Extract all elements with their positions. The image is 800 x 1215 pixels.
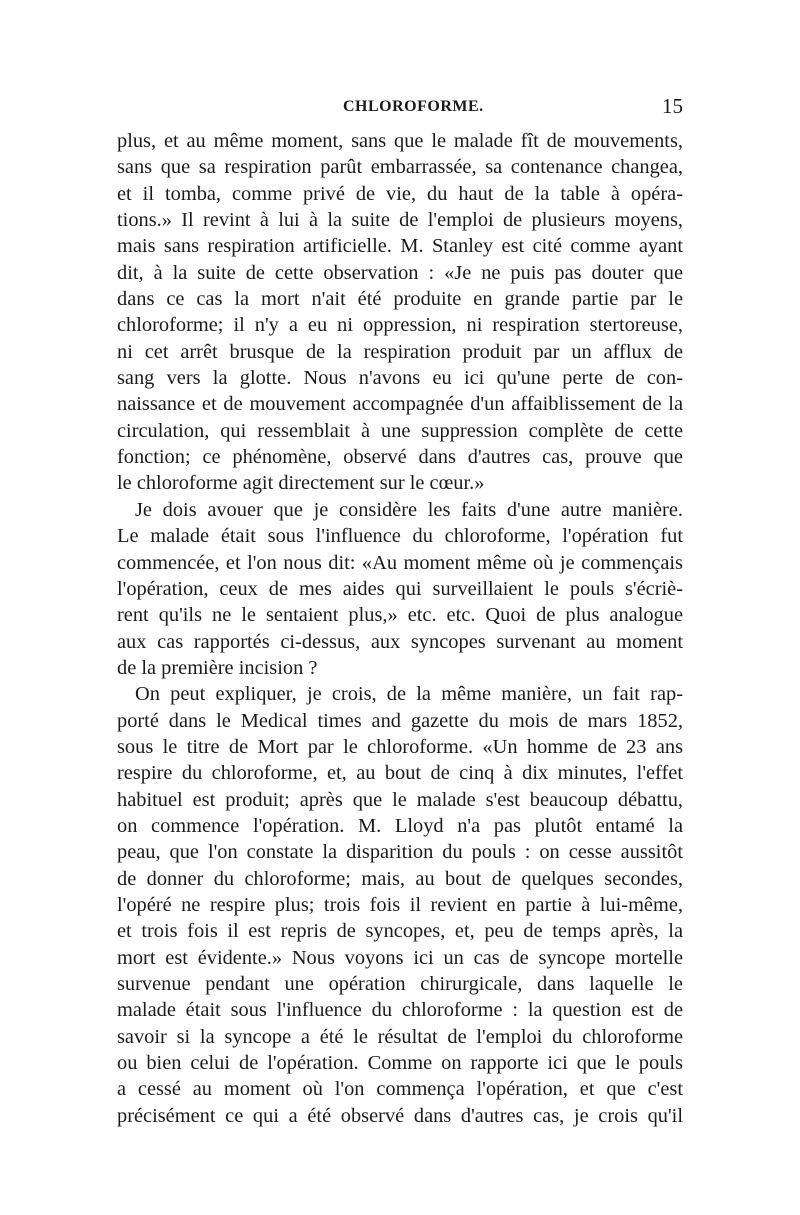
text-line: mais sans respiration artificielle. M. Stanley est cité comme ayant	[117, 235, 683, 258]
text-line: commencée, et l'on nous dit: «Au moment même où je commençais	[117, 551, 683, 574]
text-line: rent qu'ils ne le sentaient plus,» etc. etc. Quoi de plus analogue	[117, 604, 683, 627]
text-line: et trois fois il est repris de syncopes, et, peu de temps après, la	[117, 920, 683, 943]
text-line: sang vers la glotte. Nous n'avons eu ici qu'une perte de con-	[117, 367, 683, 390]
text-line: a cessé au moment où l'on commença l'opération, et que c'est	[117, 1078, 683, 1101]
text-line: malade était sous l'influence du chloroforme : la question est de	[117, 999, 683, 1022]
text-line: tions.» Il revint à lui à la suite de l'emploi de plusieurs moyens,	[117, 209, 683, 232]
text-line: fonction; ce phénomène, observé dans d'autres cas, prouve que	[117, 446, 683, 469]
text-line: sous le titre de Mort par le chloroforme. «Un homme de 23 ans	[117, 735, 683, 758]
text-line: ni cet arrêt brusque de la respiration produit par un afflux de	[117, 340, 683, 363]
text-line: l'opération, ceux de mes aides qui surveillaient le pouls s'écriè-	[117, 577, 683, 600]
page-number: 15	[662, 94, 683, 118]
running-head	[117, 92, 683, 128]
book-page	[117, 92, 683, 1129]
text-line: on commence l'opération. M. Lloyd n'a pas plutôt entamé la	[117, 814, 683, 837]
text-line: de donner du chloroforme; mais, au bout de quelques secondes,	[117, 867, 683, 890]
text-line: le chloroforme agit directement sur le cœur.»	[117, 472, 485, 495]
text-line: survenue pendant une opération chirurgicale, dans laquelle le	[117, 973, 683, 995]
text-line: On peut expliquer, je crois, de la même manière, un fait rap-	[135, 683, 683, 706]
text-line: Je dois avouer que je considère les faits d'une autre manière.	[135, 498, 683, 521]
text-line: savoir si la syncope a été le résultat de l'emploi du chloroforme	[117, 1025, 683, 1048]
text-line: respire du chloroforme, et, au bout de cinq à dix minutes, l'effet	[117, 762, 683, 785]
text-line: de la première incision ?	[117, 656, 318, 679]
text-line: précisément ce qui a été observé dans d'autres cas, je crois qu'il	[117, 1104, 683, 1127]
text-line: habituel est produit; après que le malade s'est beaucoup débattu,	[117, 788, 683, 811]
text-line: ou bien celui de l'opération. Comme on rapporte ici que le pouls	[117, 1052, 683, 1075]
text-line: mort est évidente.» Nous voyons ici un cas de syncope mortelle	[117, 946, 683, 969]
text-line: dit, à la suite de cette observation : «Je ne puis pas douter que	[117, 261, 683, 284]
running-title: CHLOROFORME.	[343, 98, 484, 115]
text-line: sans que sa respiration parût embarrassée, sa contenance changea,	[117, 156, 683, 179]
text-line: plus, et au même moment, sans que le malade fît de mouvements,	[117, 130, 683, 152]
text-line: dans ce cas la mort n'ait été produite en grande partie par le	[117, 288, 683, 311]
text-line: l'opéré ne respire plus; trois fois il revient en partie à lui-même,	[117, 893, 683, 916]
text-line: et il tomba, comme privé de vie, du haut de la table à opéra-	[117, 182, 683, 205]
body-text	[117, 128, 683, 1129]
text-line: aux cas rapportés ci-dessus, aux syncopes survenant au moment	[117, 630, 683, 653]
text-line: Le malade était sous l'influence du chloroforme, l'opération fut	[117, 525, 683, 548]
text-line: chloroforme; il n'y a eu ni oppression, ni respiration stertoreuse,	[117, 314, 683, 337]
text-line: circulation, qui ressemblait à une suppression complète de cette	[117, 419, 683, 442]
text-line: porté dans le Medical times and gazette du mois de mars 1852,	[117, 709, 683, 732]
text-line: peau, que l'on constate la disparition du pouls : on cesse aussitôt	[117, 841, 683, 864]
text-line: naissance et de mouvement accompagnée d'un affaiblissement de la	[117, 393, 683, 416]
